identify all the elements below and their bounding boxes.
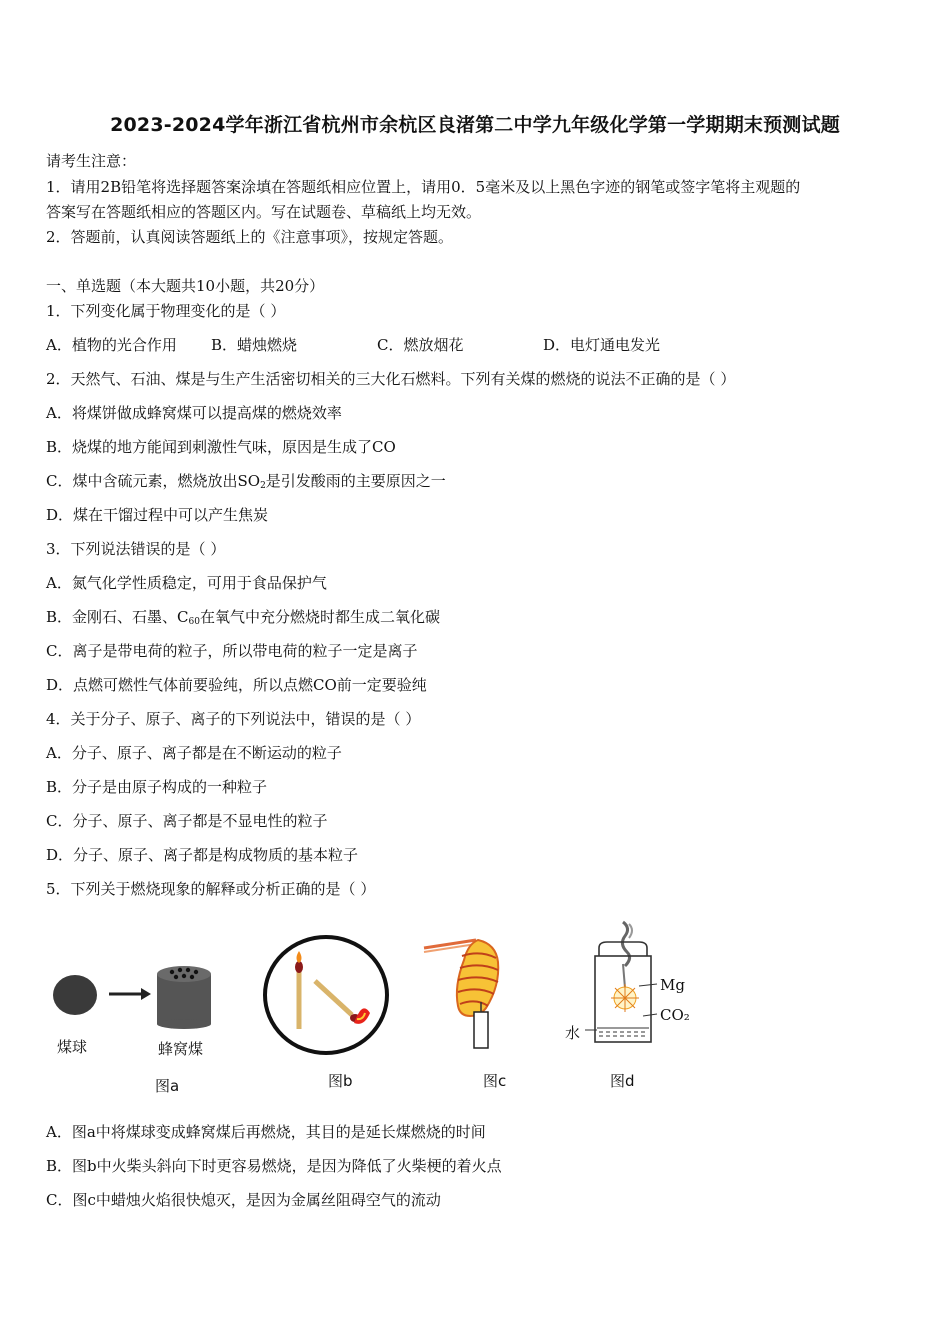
figure-d-co2-label: CO₂ [660,1006,690,1024]
q1-options [46,335,906,355]
q4-option-a: A．分子、原子、离子都是在不断运动的粒子 [46,744,342,762]
tongs-shape [622,922,629,966]
q1-option-a: A．植物的光合作用 [46,336,177,354]
q1-option-b: B．蜡烛燃烧 [211,336,298,354]
q4-option-d: D．分子、原子、离子都是构成物质的基本粒子 [46,846,359,864]
figure-d-water-label: 水 [565,1024,581,1042]
figure-b-caption: 图b [328,1072,353,1090]
figure-a-honeycomb-label: 蜂窝煤 [158,1040,204,1058]
q2-option-c-text-end: 是引发酸雨的主要原因之一 [265,472,446,490]
q3-stem: 3．下列说法错误的是（ ） [46,540,226,558]
q5-option-c: C．图c中蜡烛火焰很快熄灭，是因为金属丝阻碍空气的流动 [46,1191,441,1209]
notice-item-2: 2．答题前，认真阅读答题纸上的《注意事项》，按规定答题。 [46,228,454,246]
notice-heading: 请考生注意： [46,152,137,170]
coil-handle-wire [424,940,476,948]
figure-b-circle [265,937,387,1053]
q3-option-d: D．点燃可燃性气体前要验纯，所以点燃CO前一定要验纯 [46,676,427,694]
tilted-match-stick [315,981,352,1015]
q2-option-c-text: C．煤中含硫元素，燃烧放出SO [46,472,261,490]
figure-b-illustration [262,933,392,1057]
q1-stem: 1．下列变化属于物理变化的是（ ） [46,302,286,320]
notice-item-1-line-2: 答案写在答题纸相应的答题区内。写在试题卷、草稿纸上均无效。 [46,203,482,221]
q2-option-d: D．煤在干馏过程中可以产生焦炭 [46,506,269,524]
figure-c-caption: 图c [483,1072,507,1090]
figure-d-mg-label: Mg [660,976,685,994]
candle-body-shape [474,1012,488,1048]
exam-title: 2023-2024学年浙江省杭州市余杭区良渚第二中学九年级化学第一学期期末预测试题 [110,114,840,136]
upright-match-flame-icon [297,951,302,963]
q1-option-d: D．电灯通电发光 [543,336,661,354]
notice-item-1-line-1: 1．请用2B铅笔将选择题答案涂填在答题纸相应位置上，请用0．5毫米及以上黑色字迹的钢笔或签字笔将主观题的 [46,178,801,196]
arrow-head-icon [141,988,151,1000]
q2-option-c [46,471,906,496]
figure-a-illustration [45,960,225,1040]
q3-option-a: A．氮气化学性质稳定，可用于食品保护气 [46,574,327,592]
q3-option-b-text: B．金刚石、石墨、C [46,608,189,626]
coal-ball-shape [53,975,97,1015]
q5-option-b: B．图b中火柴头斜向下时更容易燃烧，是因为降低了火柴梗的着火点 [46,1157,502,1175]
q3-option-b-text-end: 在氧气中充分燃烧时都生成二氧化碳 [199,608,440,626]
q3-option-c: C．离子是带电荷的粒子，所以带电荷的粒子一定是离子 [46,642,418,660]
q4-stem: 4．关于分子、原子、离子的下列说法中，错误的是（ ） [46,710,421,728]
figure-a-coal-ball-label: 煤球 [57,1038,88,1056]
figure-d-illustration [585,918,665,1048]
q1-option-c: C．燃放烟花 [377,336,464,354]
q2-option-a: A．将煤饼做成蜂窝煤可以提高煤的燃烧效率 [46,404,342,422]
q3-option-b-subscript: 60 [188,617,200,627]
q5-option-a: A．图a中将煤球变成蜂窝煤后再燃烧，其目的是延长煤燃烧的时间 [46,1123,486,1141]
figure-a-caption: 图a [155,1077,180,1095]
figure-c-illustration [420,930,520,1054]
q2-stem: 2．天然气、石油、煤是与生产生活密切相关的三大化石燃料。下列有关煤的燃烧的说法不正确的是（ ） [46,370,736,388]
q4-option-c: C．分子、原子、离子都是不显电性的粒子 [46,812,328,830]
q3-option-b [46,607,906,632]
q2-option-c-subscript: 2 [260,481,266,491]
figure-d-caption: 图d [610,1072,635,1090]
q2-option-b: B．烧煤的地方能闻到刺激性气味，原因是生成了CO [46,438,396,456]
section-heading: 一、单选题（本大题共10小题，共20分） [46,277,325,295]
q5-stem: 5．下列关于燃烧现象的解释或分析正确的是（ ） [46,880,376,898]
q4-option-b: B．分子是由原子构成的一种粒子 [46,778,268,796]
